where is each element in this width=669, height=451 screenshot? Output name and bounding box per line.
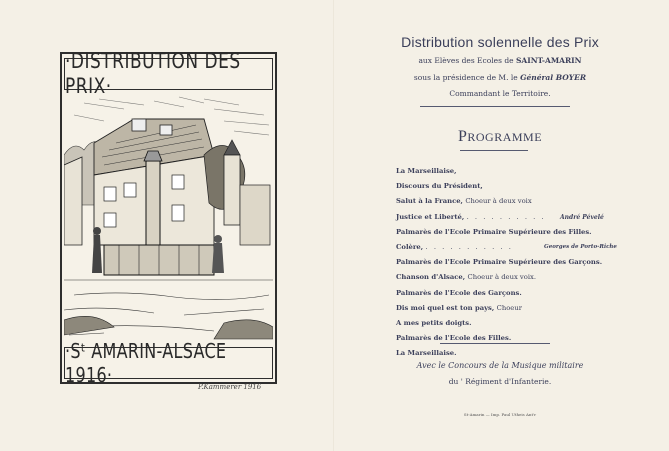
programme-subtitle: aux Elèves des Ecoles de SAINT-AMARIN (418, 56, 582, 65)
list-item: La Marseillaise, (396, 167, 457, 175)
list-item: Palmarès de l'Ecole des Filles. (396, 334, 512, 343)
list-item: Justice et Liberté, . . . . . . . . . . André Pévelé (396, 212, 604, 221)
list-item: Salut à la France, Choeur à deux voix (396, 197, 532, 206)
printer-imprint: St-Amarin — Imp. Paul Utheis Ant'r (463, 412, 537, 417)
programme-presidency: sous la présidence de M. le Général BOYER (413, 73, 587, 82)
programme-title: PROGRAMME (457, 128, 543, 145)
programme-list (396, 164, 636, 361)
concours-line: Avec le Concours de la Musique militaire (416, 361, 584, 370)
programme-commander: Commandant le Territoire. (449, 89, 551, 98)
artist-signature: P.Kammerer 1916 (198, 383, 262, 391)
cover-title: ·DISTRIBUTION DES PRIX· (65, 49, 241, 99)
center-fold (333, 0, 335, 451)
cover-title-box (64, 49, 273, 99)
regiment-line: du ' Régiment d'Infanterie. (448, 377, 552, 386)
programme-heading: Distribution solennelle des Prix (401, 34, 599, 50)
list-item: A mes petits doigts. (396, 318, 472, 327)
village-fountain-illustration (64, 95, 273, 342)
list-item: Palmarès de l'Ecole Primaire Supérieure des Garçons. (396, 258, 603, 267)
list-item: Discours du Président, (396, 182, 483, 191)
list-item: Palmarès de l'Ecole Primaire Supérieure des Filles. (396, 227, 592, 236)
list-item: Dis moi quel est ton pays, Choeur (396, 303, 522, 312)
list-item: La Marseillaise. (396, 349, 457, 358)
divider-top (420, 106, 570, 107)
divider-bottom (440, 343, 550, 344)
list-item: Chanson d'Alsace, Choeur à deux voix. (396, 273, 537, 282)
list-item: Palmarès de l'Ecole des Garçons. (396, 288, 522, 297)
list-item: Colère, . . . . . . . . . . . Georges de Porto-Riche (396, 242, 617, 251)
cover-place-date: ·Sᵗ AMARIN-ALSACE 1916· (65, 339, 227, 387)
divider-title (460, 150, 528, 151)
